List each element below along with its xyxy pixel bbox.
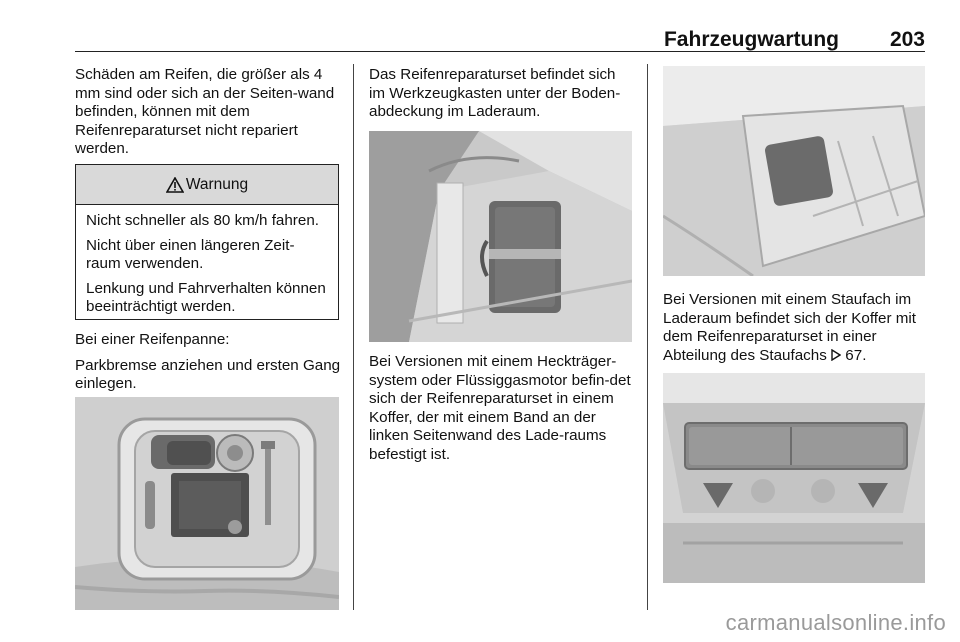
warning-line-3: Lenkung und Fahrverhalten können beeinträchtigt werden. [86,279,326,315]
warning-line-2: Nicht über einen längeren Zeit-raum verwenden. [86,236,295,272]
warning-line-1: Nicht schneller als 80 km/h fahren. [86,212,319,229]
case-location-paragraph: Bei Versionen mit einem Heckträger-system oder Flüssiggasmotor befin-det sich der Reifenreparaturset in einem Koffer, der mit einem Band an der linken Seitenwand des Lade-raums befestigt ist. [369,353,631,463]
figure-storage-compartment [663,66,925,276]
staufach-text: Bei Versionen mit einem Staufach im Laderaum befindet sich der Koffer mit dem Reifenreparaturset in einer Abteilung des Staufachs [663,291,916,364]
intro-paragraph: Schäden am Reifen, die größer als 4 mm sind oder sich an der Seiten-wand befinden, können mit dem Reifenreparaturset nicht repariert werden. [75,66,335,157]
warning-title: Warnung [185,175,249,193]
arrow-reference-icon [831,349,841,361]
column-2-top [369,66,635,129]
figure-trunk-case-compartment [663,373,925,583]
warning-body [76,205,338,317]
step-intro: Bei einer Reifenpanne: [75,331,230,348]
column-3-text [663,291,933,372]
section-title: Fahrzeugwartung [663,28,839,51]
page-number: 203 [889,28,925,51]
step-parking-brake: Parkbremse anziehen und ersten Gang einlegen. [75,356,341,392]
warning-box [75,164,339,320]
column-divider-1 [353,64,354,610]
watermark: carmanualsonline.info [725,610,946,635]
column-divider-2 [647,64,648,610]
figure-repair-kit-toolbox [75,397,339,610]
page-header [75,28,925,52]
warning-triangle-icon [166,177,184,193]
toolbox-location-paragraph: Das Reifenreparaturset befindet sich im Werkzeugkasten unter der Boden-abdeckung im Laderaum. [369,66,621,120]
figure-case-side-wall [369,131,632,342]
column-1-steps [75,331,341,401]
staufach-paragraph [663,291,933,365]
column-1-intro [75,66,341,166]
reference-end: . [862,346,867,364]
column-2-bottom [369,353,635,471]
warning-header [76,165,338,205]
page-reference[interactable]: 67 [845,346,863,364]
